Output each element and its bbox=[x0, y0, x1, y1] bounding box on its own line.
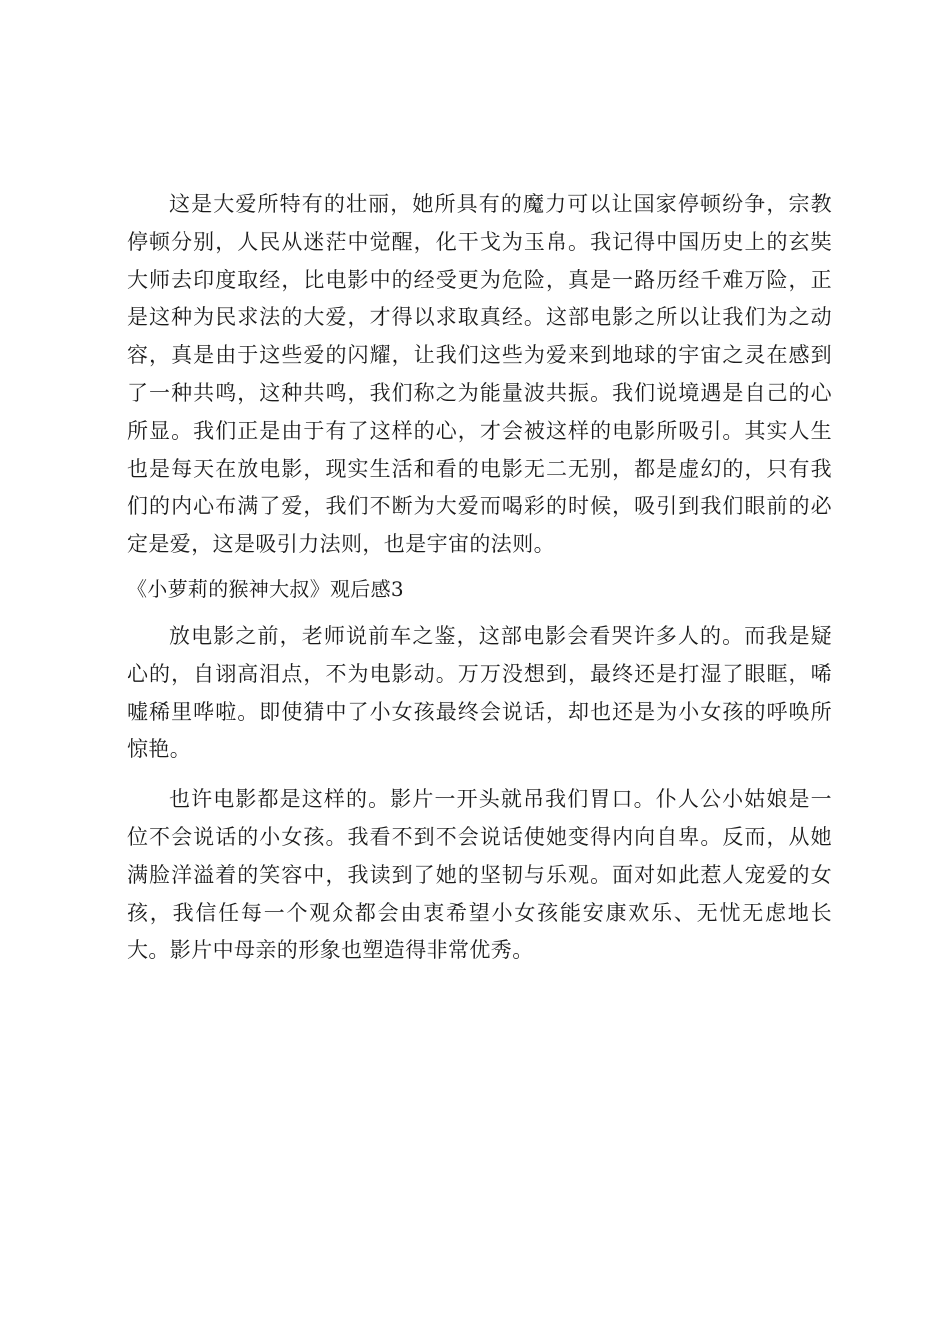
body-paragraph: 也许电影都是这样的。影片一开头就吊我们胃口。仆人公小姑娘是一位不会说话的小女孩。我看不到不会说话使她变得内向自卑。反而，从她满脸洋溢着的笑容中，我读到了她的坚韧与乐观。面对如此惹人宠爱的女孩，我信任每一个观众都会由衷希望小女孩能安康欢乐、无忧无虑地长大。影片中母亲的形象也塑造得非常优秀。 bbox=[127, 787, 832, 963]
section-heading: 《小萝莉的猴神大叔》观后感3 bbox=[127, 576, 404, 601]
body-paragraph: 这是大爱所特有的壮丽，她所具有的魔力可以让国家停顿纷争，宗教停顿分别，人民从迷茫中觉醒，化干戈为玉帛。我记得中国历史上的玄奘大师去印度取经，比电影中的经受更为危险，真是一路历经千难万险，正是这种为民求法的大爱，才得以求取真经。这部电影之所以让我们为之动容，真是由于这些爱的闪耀，让我们这些为爱来到地球的宇宙之灵在感到了一种共鸣，这种共鸣，我们称之为能量波共振。我们说境遇是自己的心所显。我们正是由于有了这样的心，才会被这样的电影所吸引。其实人生也是每天在放电影，现实生活和看的电影无二无别，都是虚幻的，只有我们的内心布满了爱，我们不断为大爱而喝彩的时候，吸引到我们眼前的必定是爱，这是吸引力法则，也是宇宙的法则。 bbox=[127, 192, 832, 557]
body-paragraph: 放电影之前，老师说前车之鉴，这部电影会看哭许多人的。而我是疑心的，自诩高泪点，不为电影动。万万没想到，最终还是打湿了眼眶，唏嘘稀里哗啦。即使猜中了小女孩最终会说话，却也还是为小女孩的呼唤所惊艳。 bbox=[127, 623, 832, 762]
document-page bbox=[127, 186, 832, 970]
